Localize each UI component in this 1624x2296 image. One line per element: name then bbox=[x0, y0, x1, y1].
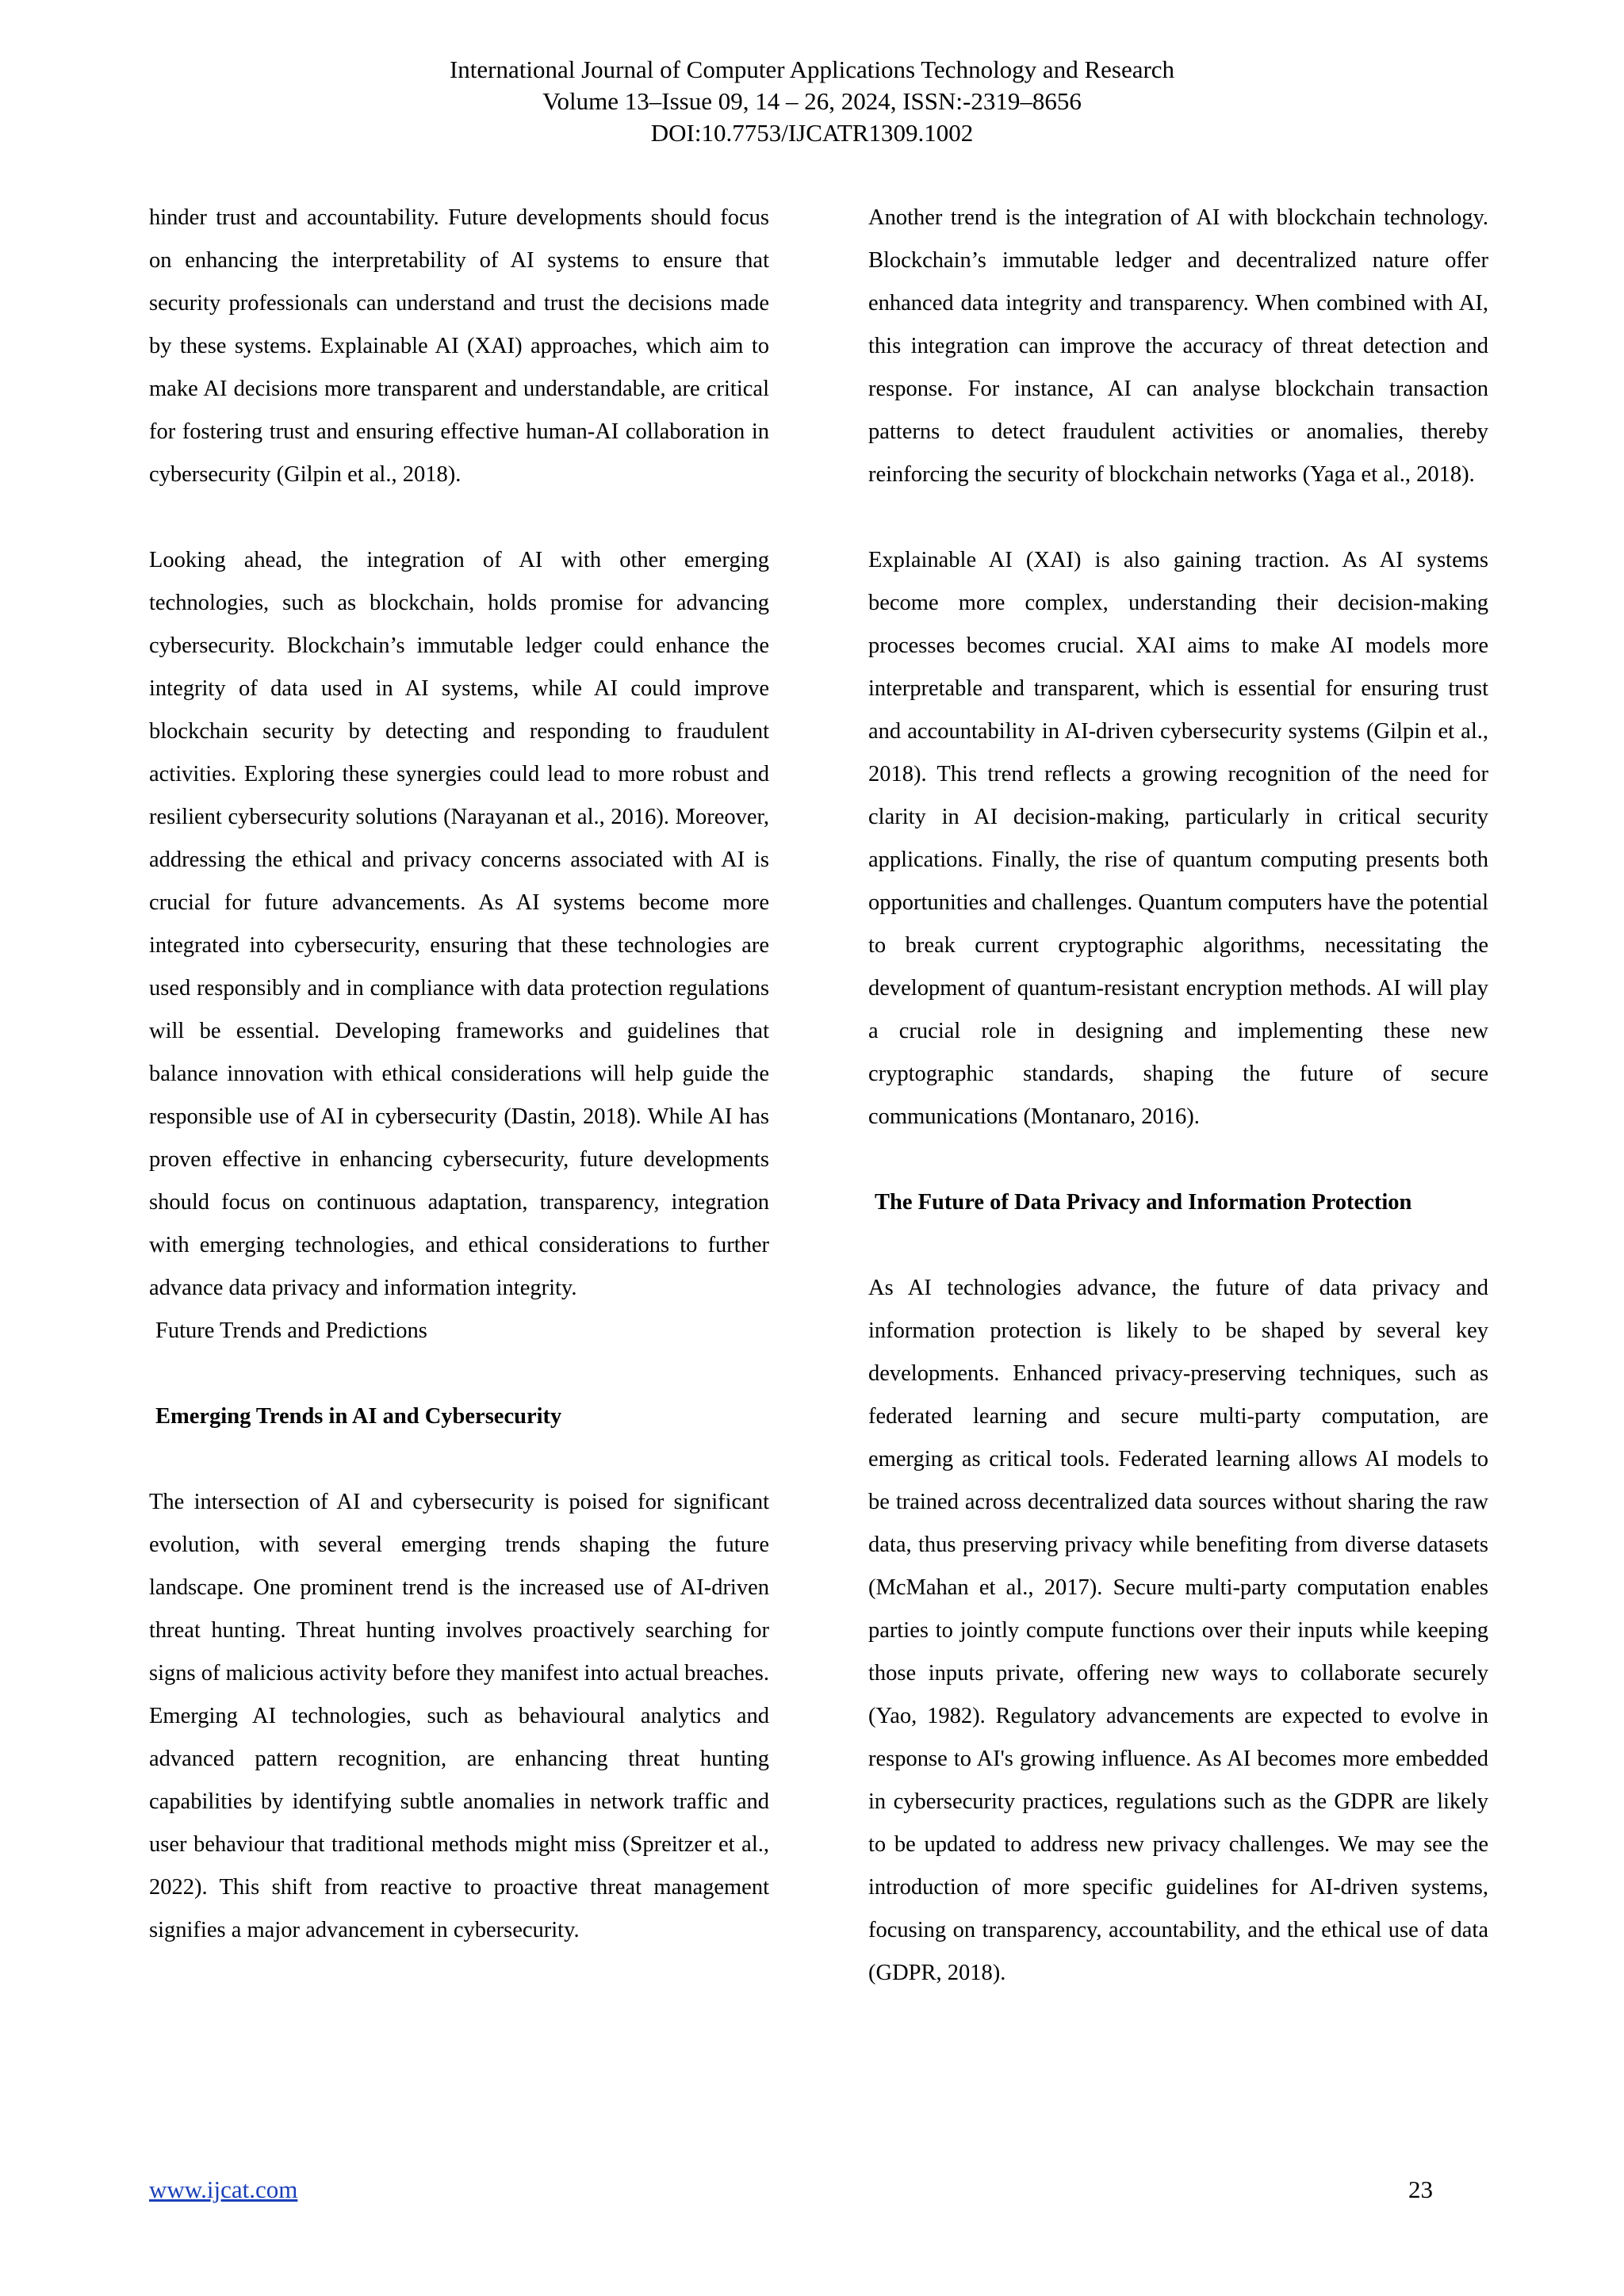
left-paragraph-2: Looking ahead, the integration of AI with other emerging technologies, such as blockchain, holds promise for advancing cybersecurity. Blockchain’s immutable ledger could enhance the integrity of data used in AI systems, while AI could improve blockchain security by detecting and responding to fraudulent activities. Exploring these synergies could lead to more robust and resilient cybersecurity solutions (Narayanan et al., 2016). Moreover, addressing the ethical and privacy concerns associated with AI is crucial for future advancements. As AI systems become more integrated into cybersecurity, ensuring that these technologies are used responsibly and in compliance with data protection regulations will be essential. Developing frameworks and guidelines that balance innovation with ethical considerations will help guide the responsible use of AI in cybersecurity (Dastin, 2018). While AI has proven effective in enhancing cybersecurity, future developments should focus on continuous adaptation, transparency, integration with emerging technologies, and ethical considerations to further advance data privacy and information integrity. bbox=[149, 548, 769, 1300]
section-title: Future Trends and Predictions bbox=[155, 1318, 427, 1343]
paragraph-spacer bbox=[868, 496, 1488, 539]
subsection-heading-emerging-trends: Emerging Trends in AI and Cybersecurity bbox=[155, 1404, 562, 1429]
volume-info: Volume 13–Issue 09, 14 – 26, 2024, ISSN:-2319–8656 bbox=[542, 87, 1082, 115]
left-paragraph-3: The intersection of AI and cybersecurity is poised for significant evolution, with several emerging trends shaping the future landscape. One prominent trend is the increased use of AI-driven threat hunting. Threat hunting involves proactively searching for signs of malicious activity before they manifest into actual breaches. Emerging AI technologies, such as behavioural analytics and advanced pattern recognition, are enhancing threat hunting capabilities by identifying subtle anomalies in network traffic and user behaviour that traditional methods might miss (Spreitzer et al., 2022). This shift from reactive to proactive threat management signifies a major advancement in cybersecurity. bbox=[149, 1490, 769, 1942]
journal-website-link[interactable]: www.ijcat.com bbox=[149, 2175, 298, 2203]
page-number: 23 bbox=[1408, 2175, 1433, 2203]
right-paragraph-1: Another trend is the integration of AI with blockchain technology. Blockchain’s immutable ledger and decentralized nature offer enhanced data integrity and transparency. When combined with AI, this integration can improve the accuracy of threat detection and response. For instance, AI can analyse blockchain transaction patterns to detect fraudulent activities or anomalies, thereby reinforcing the security of blockchain networks (Yaga et al., 2018). bbox=[868, 205, 1488, 487]
paragraph-spacer bbox=[149, 1438, 769, 1481]
paragraph-spacer bbox=[868, 1138, 1488, 1181]
journal-title: International Journal of Computer Applications Technology and Research bbox=[449, 55, 1175, 83]
left-paragraph-1: hinder trust and accountability. Future developments should focus on enhancing the interpretability of AI systems to ensure that security professionals can understand and trust the decisions made by these systems. Explainable AI (XAI) approaches, which aim to make AI decisions more transparent and understandable, are critical for fostering trust and ensuring effective human-AI collaboration in cybersecurity (Gilpin et al., 2018). bbox=[149, 205, 769, 487]
paragraph-spacer bbox=[868, 1224, 1488, 1267]
left-column bbox=[149, 197, 769, 1952]
doi-line: DOI:10.7753/IJCATR1309.1002 bbox=[650, 119, 974, 147]
right-column bbox=[868, 197, 1488, 1995]
subsection-heading-data-privacy: The Future of Data Privacy and Information Protection bbox=[875, 1190, 1412, 1215]
right-paragraph-2: Explainable AI (XAI) is also gaining traction. As AI systems become more complex, understanding their decision-making processes becomes crucial. XAI aims to make AI models more interpretable and transparent, which is essential for ensuring trust and accountability in AI-driven cybersecurity systems (Gilpin et al., 2018). This trend reflects a growing recognition of the need for clarity in AI decision-making, particularly in critical security applications. Finally, the rise of quantum computing presents both opportunities and challenges. Quantum computers have the potential to break current cryptographic algorithms, necessitating the development of quantum-resistant encryption methods. AI will play a crucial role in designing and implementing these new cryptographic standards, shaping the future of secure communications (Montanaro, 2016). bbox=[868, 548, 1488, 1129]
paragraph-spacer bbox=[149, 496, 769, 539]
page-header bbox=[0, 54, 1624, 149]
paragraph-spacer bbox=[149, 1353, 769, 1395]
right-paragraph-3: As AI technologies advance, the future of data privacy and information protection is likely to be shaped by several key developments. Enhanced privacy-preserving techniques, such as federated learning and secure multi-party computation, are emerging as critical tools. Federated learning allows AI models to be trained across decentralized data sources without sharing the raw data, thus preserving privacy while benefiting from diverse datasets (McMahan et al., 2017). Secure multi-party computation enables parties to jointly compute functions over their inputs while keeping those inputs private, offering new ways to collaborate securely (Yao, 1982). Regulatory advancements are expected to evolve in response to AI's growing influence. As AI becomes more embedded in cybersecurity practices, regulations such as the GDPR are likely to be updated to address new privacy challenges. We may see the introduction of more specific guidelines for AI-driven systems, focusing on transparency, accountability, and the ethical use of data (GDPR, 2018). bbox=[868, 1276, 1488, 1985]
